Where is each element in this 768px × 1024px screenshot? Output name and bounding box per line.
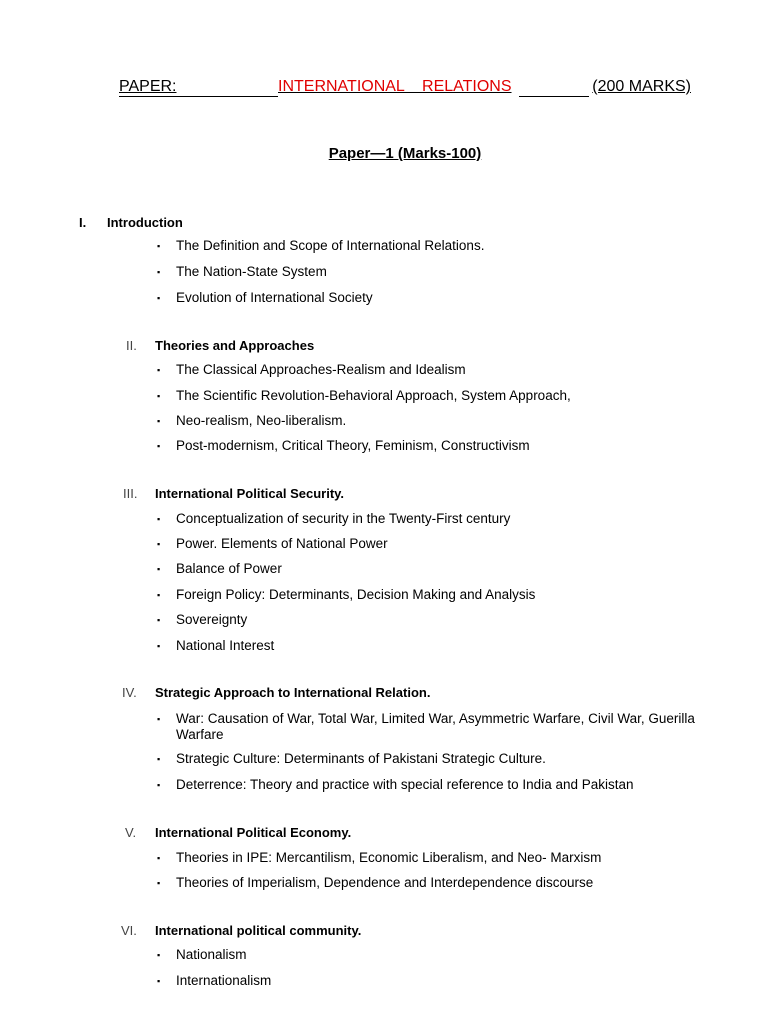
bullet-icon: ▪ [157,780,161,790]
section-number: I. [79,215,87,230]
total-marks: (200 MARKS) [592,78,691,95]
section-title: International political community. [155,923,362,938]
bullet-icon: ▪ [157,590,161,600]
bullet-icon: ▪ [157,615,161,625]
section-title: International Political Security. [155,486,345,501]
section-title: International Political Economy. [155,825,352,840]
section-number: V. [125,825,137,840]
bullet-icon: ▪ [157,441,161,451]
bullet-icon: ▪ [157,853,161,863]
section-number: III. [123,486,138,501]
subject-title: INTERNATIONAL RELATIONS [278,78,512,95]
paper-label: PAPER: [119,78,177,95]
paper-subtitle: Paper—1 (Marks-100) [328,145,482,162]
bullet-icon: ▪ [157,714,161,724]
bullet-icon: ▪ [157,365,161,375]
section-title: Introduction [107,215,183,230]
bullet-icon: ▪ [157,564,161,574]
bullet-icon: ▪ [157,539,161,549]
bullet-icon: ▪ [157,641,161,651]
bullet-icon: ▪ [157,293,161,303]
bullet-icon: ▪ [157,241,161,251]
bullet-icon: ▪ [157,950,161,960]
section-title: Theories and Approaches [155,338,315,353]
paper-header [119,78,691,100]
bullet-icon: ▪ [157,514,161,524]
section-number: IV. [122,685,137,700]
header-underline [519,96,589,97]
header-underline [119,96,278,97]
section-number: II. [126,338,137,353]
bullet-icon: ▪ [157,976,161,986]
bullet-icon: ▪ [157,416,161,426]
bullet-icon: ▪ [157,878,161,888]
section-number: VI. [121,923,137,938]
section-title: Strategic Approach to International Relation. [155,685,431,700]
bullet-icon: ▪ [157,754,161,764]
document-page: PAPER: INTERNATIONAL RELATIONS (200 MARKS) Paper—1 (Marks-100) I. Introduction ▪ The Definition and Scope of International Relations. ▪ The Nation-State System ▪ Evolution of International Society II. Theories and Approaches ▪ The Classical Approaches-Realism and Idealism ▪ The Scientific Revolution-Behavioral Approach, System Approach, ▪ Neo-realism, Neo-liberalism. ▪ Post-modernism, Critical Theory, Feminism, Constructivism III. International Political Security. ▪ Conceptualization of security in the Twenty-First century ▪ Power. Elements of National Power ▪ Balance of Power ▪ Foreign Policy: Determinants, Decision Making and Analysis ▪ Sovereignty ▪ National Interest IV. Strategic Approach to International Relation. ▪ War: Causation of War, Total War, Limited War, Asymmetric Warfare, Civil War, Guerilla Warfare ▪ Strategic Culture: Determinants of Pakistani Strategic Culture. ▪ Deterrence: Theory and practice with special reference to India and Pakistan V. International Political Economy. ▪ Theories in IPE: Mercantilism, Economic Liberalism, and Neo- Marxism ▪ Theories of Imperialism, Dependence and Interdependence discourse VI. International political community. ▪ Nationalism ▪ Internationalism [0,0,768,1024]
bullet-icon: ▪ [157,391,161,401]
bullet-icon: ▪ [157,267,161,277]
